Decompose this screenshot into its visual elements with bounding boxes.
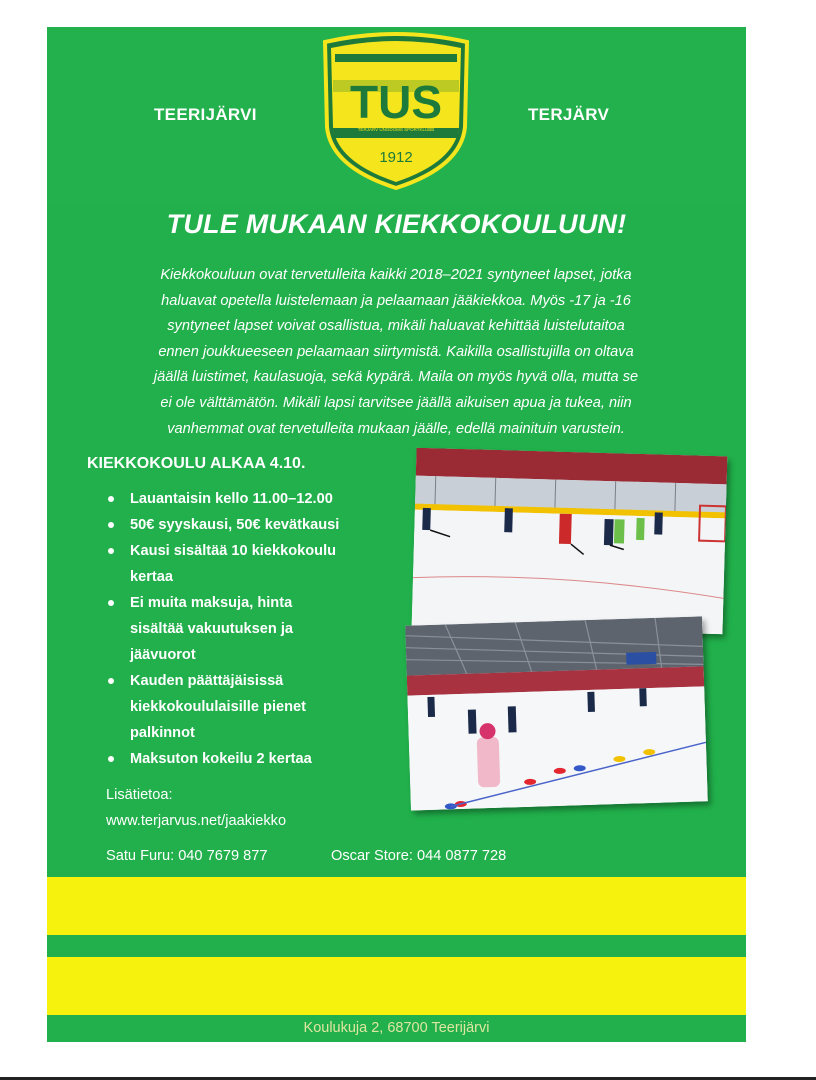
list-item-line: Kauden päättäjäisissä (130, 673, 284, 689)
yellow-stripe-top (47, 877, 746, 935)
poster-header (47, 27, 746, 202)
list-item (105, 538, 395, 590)
details-list (105, 486, 395, 772)
intro-paragraph (85, 263, 707, 442)
poster (47, 27, 746, 1042)
town-name-finnish: TEERIJÄRVI (154, 105, 257, 124)
intro-line: Kiekkokouluun ovat tervetulleita kaikki 2018–2021 syntyneet lapset, jotka (160, 267, 632, 283)
list-item-line: sisältää vakuutuksen ja (130, 621, 294, 637)
list-item-line: kertaa (130, 569, 174, 585)
intro-line: jäällä luistimet, kaulasuoja, sekä kypärä. Maila on myös hyvä olla, mutta se (153, 369, 639, 386)
list-item-line: jäävuorot (130, 647, 196, 663)
intro-line: haluavat opetella luistelemaan ja pelaamaan jääkiekkoa. Myös -17 ja -16 (161, 292, 631, 309)
logo-letters: TUS (350, 76, 442, 128)
list-item-line: Kausi sisältää 10 kiekkokoulu (130, 543, 337, 559)
list-item (105, 746, 395, 772)
list-item (105, 512, 395, 538)
intro-line: vanhemmat ovat tervetulleita mukaan jäälle, edellä mainituin varustein. (167, 420, 625, 437)
logo-year: 1912 (379, 149, 413, 166)
contact-oscar-store: Oscar Store: 044 0877 728 (331, 848, 507, 864)
contact-satu-furu: Satu Furu: 040 7679 877 (106, 848, 268, 864)
intro-line: ennen joukkueeseen pelaamaan siirtymistä. Kaikilla osallistujilla on oltava (158, 343, 634, 360)
list-item-line: Lauantaisin kello 11.00–12.00 (130, 491, 333, 507)
ice-rink-photo-2 (405, 616, 708, 810)
more-info-url[interactable]: www.terjarvus.net/jaakiekko (106, 813, 287, 829)
list-item (105, 486, 395, 512)
ice-rink-photo-1 (412, 448, 728, 635)
list-item-line: Maksuton kokeilu 2 kertaa (130, 751, 312, 767)
list-item-line: kiekkokoululaisille pienet (130, 699, 307, 715)
town-name-swedish: TERJÄRV (528, 105, 610, 124)
address-footer: Koulukuja 2, 68700 Teerijärvi (303, 1020, 490, 1036)
more-info-label: Lisätietoa: (106, 787, 173, 803)
list-item (105, 590, 395, 668)
green-stripe-middle (47, 935, 746, 957)
list-item (105, 668, 395, 746)
list-item-line: Ei muita maksuja, hinta (130, 595, 293, 611)
yellow-stripe-bottom (47, 957, 746, 1015)
intro-line: ei ole välttämätön. Mikäli lapsi tarvitsee jäällä aikuisen apua ja tukea, niin (160, 394, 632, 411)
start-date-heading: KIEKKOKOULU ALKAA 4.10. (87, 455, 306, 472)
intro-line: syntyneet lapset voivat osallistua, mikäli haluavat kehittää luistelutaitoa (167, 318, 625, 335)
list-item-line: palkinnot (130, 725, 195, 741)
logo-subtitle: TERJÄRV UNGDOMS SPORTKLUBB (357, 127, 435, 132)
poster-title: TULE MUKAAN KIEKKOKOULUUN! (166, 209, 627, 239)
list-item-line: 50€ syyskausi, 50€ kevätkausi (130, 517, 340, 533)
tus-club-logo (315, 32, 477, 192)
